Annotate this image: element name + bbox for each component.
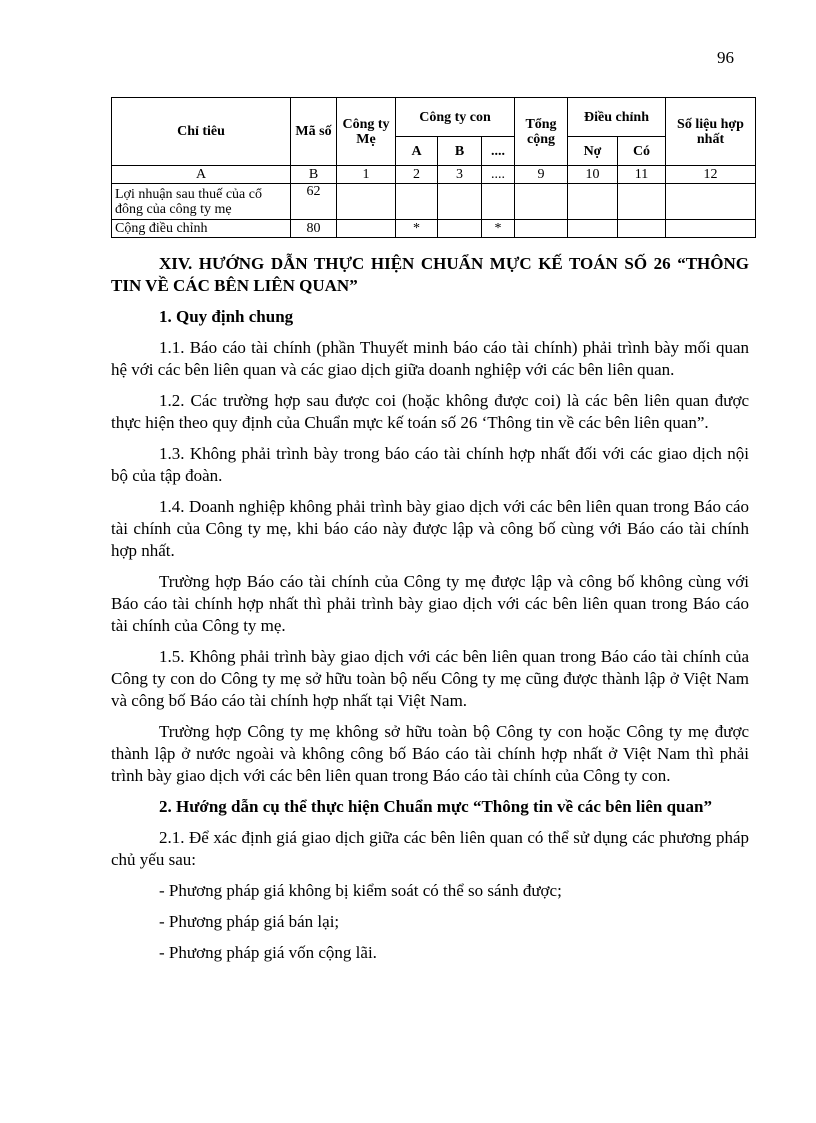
row-code: 80 xyxy=(291,220,337,238)
paragraph-1-3: 1.3. Không phải trình bày trong báo cáo tài chính hợp nhất đối với các giao dịch nội bộ của tập đoàn. xyxy=(111,444,749,485)
paragraph-1-4: 1.4. Doanh nghiệp không phải trình bày giao dịch với các bên liên quan trong Báo cáo tài chính của Công ty mẹ, khi báo cáo này được lập và công bố cùng với Báo cáo tài chính hợp nhất. xyxy=(111,497,749,560)
cell xyxy=(438,184,482,220)
row-label: Lợi nhuận sau thuế của cổ đông của công ty mẹ xyxy=(112,184,291,220)
list-item: - Phương pháp giá không bị kiểm soát có thể so sánh được; xyxy=(159,881,562,900)
cell xyxy=(515,220,568,238)
cell xyxy=(515,184,568,220)
cell: * xyxy=(396,220,438,238)
header-chi-tieu: Chỉ tiêu xyxy=(112,98,291,166)
header-sub-a: A xyxy=(396,137,438,166)
cell xyxy=(438,220,482,238)
cell xyxy=(337,184,396,220)
row-label: Cộng điều chỉnh xyxy=(112,220,291,238)
header-so-lieu-hop-nhat: Số liệu hợp nhất xyxy=(666,98,756,166)
cell xyxy=(666,220,756,238)
paragraph-1-2: 1.2. Các trường hợp sau được coi (hoặc không được coi) là các bên liên quan được thực hiện theo quy định của Chuẩn mực kế toán số 26 ‘Thông tin về các bên liên quan”. xyxy=(111,391,749,432)
page-number: 96 xyxy=(717,48,734,67)
index-cell: 2 xyxy=(396,166,438,184)
header-dieu-chinh: Điều chỉnh xyxy=(568,98,666,137)
table-row xyxy=(112,184,756,220)
list-item: - Phương pháp giá vốn cộng lãi. xyxy=(159,943,377,962)
chapter-title: XIV. HƯỚNG DẪN THỰC HIỆN CHUẨN MỰC KẾ TOÁN SỐ 26 “THÔNG TIN VỀ CÁC BÊN LIÊN QUAN” xyxy=(111,254,749,295)
header-cong-ty-me: Công ty Mẹ xyxy=(337,98,396,166)
index-cell: 1 xyxy=(337,166,396,184)
cell xyxy=(568,220,618,238)
paragraph-1-5: 1.5. Không phải trình bày giao dịch với các bên liên quan trong Báo cáo tài chính của Công ty con do Công ty mẹ sở hữu toàn bộ nếu Công ty mẹ cũng được thành lập ở Việt Nam và công bố Báo cáo tài chính hợp nhất tại Việt Nam. xyxy=(111,647,749,710)
paragraph-1-4b: Trường hợp Báo cáo tài chính của Công ty mẹ được lập và công bố không cùng với Báo cáo tài chính hợp nhất thì phải trình bày giao dịch với các bên liên quan trong Báo cáo tài chính của Công ty mẹ. xyxy=(111,572,749,635)
table-row xyxy=(112,220,756,238)
cell xyxy=(568,184,618,220)
header-ma-so: Mã số xyxy=(291,98,337,166)
index-cell: B xyxy=(291,166,337,184)
index-cell: 3 xyxy=(438,166,482,184)
cell xyxy=(618,184,666,220)
index-cell: 10 xyxy=(568,166,618,184)
cell xyxy=(396,184,438,220)
cell: * xyxy=(482,220,515,238)
list-item: - Phương pháp giá bán lại; xyxy=(159,912,340,931)
section-heading-2: 2. Hướng dẫn cụ thể thực hiện Chuẩn mực “Thông tin về các bên liên quan” xyxy=(159,797,712,816)
cell xyxy=(618,220,666,238)
header-sub-dots: .... xyxy=(482,137,515,166)
index-cell: .... xyxy=(482,166,515,184)
cell xyxy=(666,184,756,220)
cell xyxy=(337,220,396,238)
index-cell: 11 xyxy=(618,166,666,184)
index-cell: 9 xyxy=(515,166,568,184)
document-body xyxy=(111,253,749,973)
index-cell: 12 xyxy=(666,166,756,184)
consolidation-table xyxy=(111,97,756,238)
section-heading-1: 1. Quy định chung xyxy=(159,307,294,326)
index-row xyxy=(112,166,756,184)
header-sub-b: B xyxy=(438,137,482,166)
cell xyxy=(482,184,515,220)
paragraph-1-1: 1.1. Báo cáo tài chính (phần Thuyết minh báo cáo tài chính) phải trình bày mối quan hệ với các bên liên quan và các giao dịch giữa doanh nghiệp với các bên liên quan. xyxy=(111,338,749,379)
index-cell: A xyxy=(112,166,291,184)
header-tong-cong: Tổng cộng xyxy=(515,98,568,166)
header-sub-no: Nợ xyxy=(568,137,618,166)
header-sub-co: Có xyxy=(618,137,666,166)
row-code: 62 xyxy=(291,184,337,220)
header-cong-ty-con: Công ty con xyxy=(396,98,515,137)
paragraph-2-1: 2.1. Để xác định giá giao dịch giữa các bên liên quan có thể sử dụng các phương pháp chủ yếu sau: xyxy=(111,828,749,869)
paragraph-1-5b: Trường hợp Công ty mẹ không sở hữu toàn bộ Công ty con hoặc Công ty mẹ được thành lập ở nước ngoài và không công bố Báo cáo tài chính hợp nhất ở Việt Nam thì phải trình bày giao dịch với các bên liên quan trong Báo cáo tài chính của Công ty con. xyxy=(111,722,749,785)
